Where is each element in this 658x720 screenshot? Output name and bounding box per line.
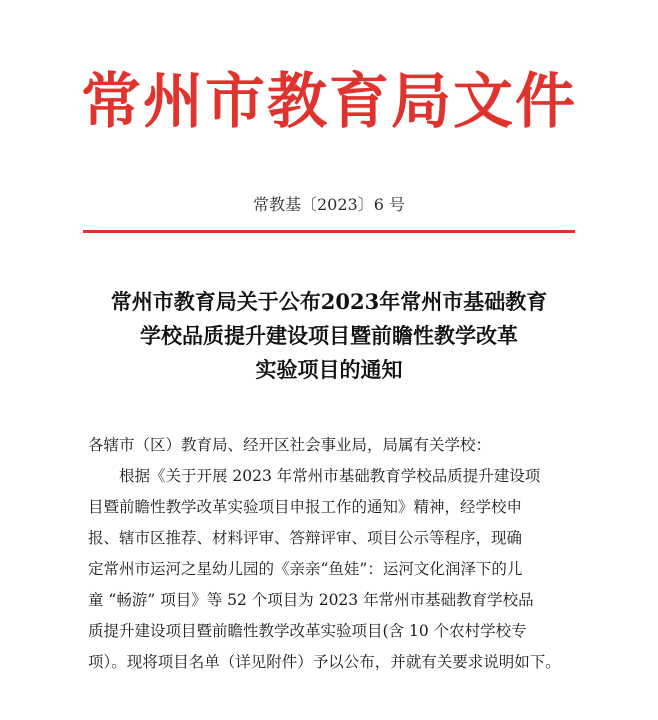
paragraph-line: 根据《关于开展 2023 年常州市基础教育学校品质提升建设项 [119, 467, 541, 485]
notice-title-line: 实验项目的通知 [255, 357, 403, 382]
notice-body [88, 430, 588, 678]
notice-title-line: 学校品质提升建设项目暨前瞻性教学改革 [140, 323, 518, 348]
notice-title-line: 常州市教育局关于公布2023年常州市基础教育 [110, 289, 548, 314]
document-number: 常教基〔2023〕6 号 [253, 195, 405, 214]
paragraph-line: 质提升建设项目暨前瞻性教学改革实验项目(含 10 个农村学校专 [88, 622, 527, 640]
paragraph-line: 目暨前瞻性教学改革实验项目申报工作的通知》精神，经学校申 [88, 498, 523, 516]
red-divider-line [83, 230, 575, 233]
addressee-line: 各辖市（区）教育局、经开区社会事业局，局属有关学校： [88, 436, 492, 454]
paragraph-line: 定常州市运河之星幼儿园的《亲亲“鱼娃”：运河文化润泽下的儿 [88, 560, 523, 578]
paragraph-line: 项）。现将项目名单（详见附件）予以公布，并就有关要求说明如下。 [88, 653, 561, 671]
notice-title [0, 285, 658, 387]
paragraph-line: 童 “畅游” 项目》等 52 个项目为 2023 年常州市基础教育学校品 [88, 591, 534, 609]
agency-header-title: 常州市教育局文件 [81, 67, 577, 137]
paragraph-line: 报、辖市区推荐、材料评审、答辩评审、项目公示等程序，现确 [88, 529, 523, 547]
